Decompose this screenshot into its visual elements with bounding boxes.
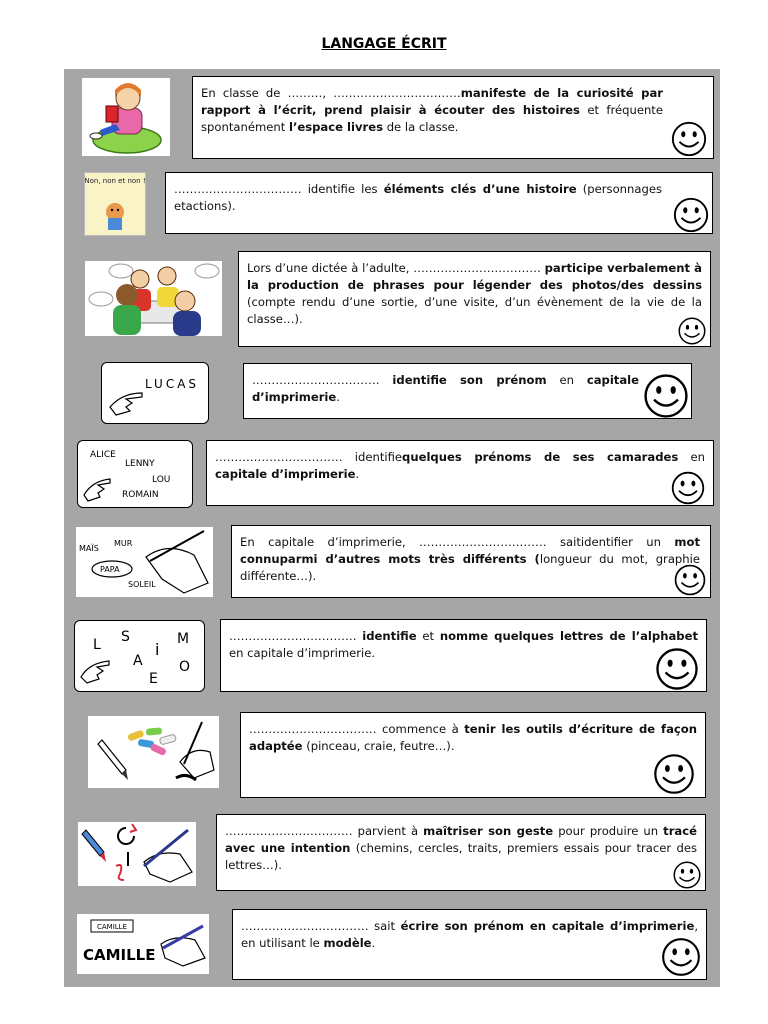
names-card-illustration <box>77 440 193 508</box>
writing-tools-illustration <box>88 716 219 788</box>
skill-card-7 <box>220 619 707 692</box>
model-label: CAMILLE <box>96 923 128 931</box>
skill-card-1 <box>192 76 714 159</box>
smiley-icon <box>670 120 708 158</box>
skill-text: Lors d’une dictée à l’adulte, …………………………… participe verbalement à la production de phrases pour légender des photos/des dessins (compte rendu d’une sortie, d’une visite, d’un évènement de la vie de la classe…). <box>247 261 702 326</box>
word-mais: MAÏS <box>79 544 99 553</box>
skill-card-5 <box>206 440 714 506</box>
smiley-icon <box>673 563 707 597</box>
name-alice: ALICE <box>90 450 116 460</box>
skill-card-2 <box>165 172 713 234</box>
letters-card-illustration <box>74 620 205 692</box>
name-label: LUCAS <box>144 377 200 391</box>
writing-name-illustration <box>77 914 209 974</box>
drawing-strokes-illustration <box>78 822 196 886</box>
name-lenny: LENNY <box>125 459 155 469</box>
smiley-icon <box>660 936 702 978</box>
skill-text: …………………………… identifie les éléments clés d’une histoire (personnages etactions). <box>174 182 663 213</box>
smiley-icon <box>672 196 710 234</box>
letter-l: L <box>93 637 101 653</box>
words-card-illustration <box>76 527 213 597</box>
skill-text: …………………………… commence à tenir les outils d’écriture de façon adaptée (pinceau, craie, feutre…). <box>249 722 697 753</box>
skill-card-8 <box>240 712 706 798</box>
book-cover-illustration <box>84 172 146 236</box>
smiley-icon <box>672 860 702 890</box>
skill-card-4 <box>243 363 692 419</box>
book-title: Non, non et non ! <box>84 177 146 185</box>
smiley-icon <box>652 752 696 796</box>
letter-o: O <box>179 659 191 675</box>
skill-text: …………………………… identifiequelques prénoms de ses camarades en capitale d’imprimerie. <box>215 450 705 481</box>
skill-text: En capitale d’imprimerie, …………………………… saitidentifier un mot connuparmi d’autres mots très différents (longueur du mot, graphie différente…). <box>240 535 700 583</box>
word-mur: MUR <box>114 539 133 548</box>
skill-card-3 <box>238 251 711 347</box>
skill-text: …………………………… identifie et nomme quelques lettres de l’alphabet en capitale d’imprimerie. <box>229 629 698 660</box>
smiley-icon <box>654 646 700 692</box>
skill-text: …………………………… identifie son prénom en capitale d’imprimerie. <box>252 373 639 404</box>
word-soleil: SOLEIL <box>128 580 156 589</box>
smiley-icon <box>670 470 706 506</box>
letter-i: i <box>155 640 160 659</box>
skill-card-9 <box>216 814 706 891</box>
smiley-icon <box>642 372 690 420</box>
letter-s: S <box>121 629 130 645</box>
name-lou: LOU <box>152 475 171 485</box>
skill-text: En classe de ………, ……………………………manifeste de la curiosité par rapport à l’écrit, prend plaisir à écouter des histoires et fréquente spontanément l’espace livres de la classe. <box>201 86 663 134</box>
girl-reading-illustration <box>82 78 170 156</box>
word-papa: PAPA <box>100 565 120 574</box>
letter-m: M <box>177 631 190 647</box>
letter-a: A <box>133 653 143 669</box>
written-name: CAMILLE <box>83 946 156 964</box>
name-romain: ROMAIN <box>122 490 159 500</box>
name-card-illustration <box>101 362 209 424</box>
page-title: LANGAGE ÉCRIT <box>321 36 447 52</box>
letter-e: E <box>149 671 158 687</box>
skill-card-10 <box>232 909 707 980</box>
children-dictation-illustration <box>85 261 222 336</box>
skill-text: …………………………… sait écrire son prénom en capitale d’imprimerie, en utilisant le modèle. <box>241 919 698 950</box>
skill-card-6 <box>231 525 711 598</box>
skill-text: …………………………… parvient à maîtriser son geste pour produire un tracé avec une intention (chemins, cercles, traits, premiers essais pour tracer des lettres…). <box>225 824 697 872</box>
smiley-icon <box>677 316 707 346</box>
